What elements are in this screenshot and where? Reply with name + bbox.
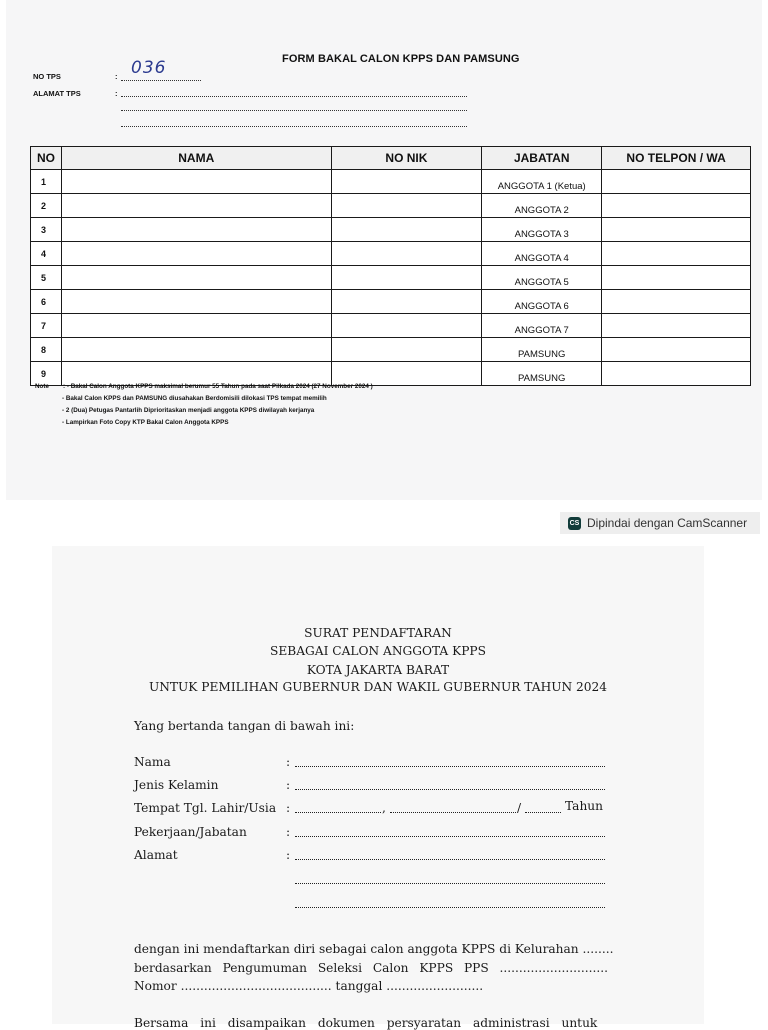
nama-cell[interactable] (61, 314, 331, 338)
no-tps-colon: : (115, 72, 118, 81)
nik-cell[interactable] (331, 242, 482, 266)
nama-cell[interactable] (61, 338, 331, 362)
nama-cell[interactable] (61, 242, 331, 266)
nik-cell[interactable] (331, 266, 482, 290)
note-label: Note (35, 383, 49, 390)
body-word: Calon (372, 961, 409, 975)
body-word: ............................ (499, 961, 608, 975)
body-line-2 (134, 961, 608, 975)
jabatan-cell: ANGGOTA 2 (482, 194, 602, 218)
alamat-input-line-1[interactable] (295, 859, 605, 860)
jabatan-cell: ANGGOTA 1 (Ketua) (482, 170, 602, 194)
no-tps-handwritten-value: 036 (131, 58, 167, 78)
form-title: FORM BAKAL CALON KPPS DAN PAMSUNG (282, 53, 520, 65)
colon: : (286, 848, 291, 862)
body-word: Seleksi (317, 961, 363, 975)
jabatan-cell: PAMSUNG (482, 338, 602, 362)
jabatan-cell: ANGGOTA 3 (482, 218, 602, 242)
table-row (31, 242, 751, 266)
table-row (31, 170, 751, 194)
header-telpon: NO TELPON / WA (602, 147, 751, 170)
table-row (31, 218, 751, 242)
table-row (31, 338, 751, 362)
usia-input-line[interactable] (525, 812, 561, 813)
row-number: 1 (31, 170, 62, 194)
row-number: 2 (31, 194, 62, 218)
header-jabatan: JABATAN (482, 147, 602, 170)
camscanner-watermark (560, 512, 760, 534)
nama-cell[interactable] (61, 170, 331, 194)
ttl-tahun: Tahun (565, 799, 603, 813)
jabatan-cell: PAMSUNG (482, 362, 602, 386)
table-row (31, 194, 751, 218)
table-row (31, 266, 751, 290)
nama-cell[interactable] (61, 290, 331, 314)
row-number: 9 (31, 362, 62, 386)
telpon-cell[interactable] (602, 290, 751, 314)
telpon-cell[interactable] (602, 266, 751, 290)
telpon-cell[interactable] (602, 338, 751, 362)
telpon-cell[interactable] (602, 362, 751, 386)
nik-cell[interactable] (331, 338, 482, 362)
nik-cell[interactable] (331, 290, 482, 314)
nik-cell[interactable] (331, 170, 482, 194)
colon: : (286, 801, 291, 815)
table-row (31, 290, 751, 314)
alamat-tps-label: ALAMAT TPS (33, 89, 81, 98)
body-line-4: Bersama ini disampaikan dokumen persyaratan administrasi untuk (134, 1016, 598, 1030)
row-number: 4 (31, 242, 62, 266)
field-label-jenis-kelamin: Jenis Kelamin (134, 778, 219, 792)
telpon-cell[interactable] (602, 218, 751, 242)
body-word: berdasarkan (134, 961, 212, 975)
body-word: PPS (463, 961, 489, 975)
row-number: 8 (31, 338, 62, 362)
telpon-cell[interactable] (602, 194, 751, 218)
header-no: NO (31, 147, 62, 170)
note-line: - Bakal Calon KPPS dan PAMSUNG diusahakan Berdomisili dilokasi TPS tempat memilih (62, 395, 327, 402)
registration-letter-page (52, 546, 704, 1030)
alamat-input-line-3[interactable] (295, 907, 605, 908)
ttl-comma: , (382, 801, 386, 815)
telpon-cell[interactable] (602, 314, 751, 338)
colon: : (286, 825, 291, 839)
no-tps-label: NO TPS (33, 72, 61, 81)
table-row (31, 314, 751, 338)
nik-cell[interactable] (331, 314, 482, 338)
row-number: 7 (31, 314, 62, 338)
tempat-lahir-input-line[interactable] (295, 812, 381, 813)
field-label-pekerjaan: Pekerjaan/Jabatan (134, 825, 247, 839)
letter-subtitle: SEBAGAI CALON ANGGOTA KPPS (270, 644, 486, 658)
alamat-dotted-line-2 (121, 110, 467, 111)
nik-cell[interactable] (331, 218, 482, 242)
jabatan-cell: ANGGOTA 4 (482, 242, 602, 266)
note-line (35, 381, 373, 393)
body-line-1: dengan ini mendaftarkan diri sebagai calon anggota KPPS di Kelurahan ........ (134, 942, 614, 956)
camscanner-icon: CS (568, 517, 581, 530)
alamat-tps-colon: : (115, 89, 118, 98)
colon: : (286, 778, 291, 792)
body-line-3: Nomor ....................................... tanggal ......................... (134, 979, 484, 993)
alamat-dotted-line-3 (121, 126, 467, 127)
nama-input-line[interactable] (295, 766, 605, 767)
letter-intro: Yang bertanda tangan di bawah ini: (134, 719, 355, 733)
jabatan-cell: ANGGOTA 7 (482, 314, 602, 338)
header-nik: NO NIK (331, 147, 482, 170)
note-line: - 2 (Dua) Petugas Pantarlih Diprioritaskan menjadi anggota KPPS diwilayah kerjanya (62, 407, 315, 414)
alamat-dotted-line-1 (121, 96, 467, 97)
tanggal-lahir-input-line[interactable] (390, 812, 516, 813)
ttl-slash: / (517, 801, 522, 815)
nama-cell[interactable] (61, 218, 331, 242)
letter-election: UNTUK PEMILIHAN GUBERNUR DAN WAKIL GUBERNUR TAHUN 2024 (148, 680, 608, 694)
field-label-nama: Nama (134, 755, 171, 769)
field-label-alamat: Alamat (134, 848, 178, 862)
kpps-candidate-table (30, 146, 751, 386)
note-line: - Lampirkan Foto Copy KTP Bakal Calon Anggota KPPS (62, 419, 229, 426)
colon: : (286, 755, 291, 769)
jabatan-cell: ANGGOTA 6 (482, 290, 602, 314)
jenis-kelamin-input-line[interactable] (295, 789, 605, 790)
telpon-cell[interactable] (602, 242, 751, 266)
letter-city: KOTA JAKARTA BARAT (306, 663, 450, 677)
pekerjaan-input-line[interactable] (295, 836, 605, 837)
no-tps-dotted-line (121, 80, 201, 81)
row-number: 5 (31, 266, 62, 290)
body-word: Pengumuman (222, 961, 308, 975)
nama-cell[interactable] (61, 266, 331, 290)
jabatan-cell: ANGGOTA 5 (482, 266, 602, 290)
letter-title: SURAT PENDAFTARAN (304, 626, 452, 640)
notes-block (35, 381, 373, 429)
note-text: : - Bakal Calon Anggota KPPS maksimal berumur 55 Tahun pada saat Pilkada 2024 (27 November 2024 ) (63, 383, 373, 390)
body-word: KPPS (419, 961, 454, 975)
alamat-input-line-2[interactable] (295, 883, 605, 884)
camscanner-label: Dipindai dengan CamScanner (587, 516, 748, 530)
header-nama: NAMA (61, 147, 331, 170)
telpon-cell[interactable] (602, 170, 751, 194)
nama-cell[interactable] (61, 194, 331, 218)
row-number: 6 (31, 290, 62, 314)
row-number: 3 (31, 218, 62, 242)
table-header-row (31, 147, 751, 170)
field-label-ttl: Tempat Tgl. Lahir/Usia (134, 801, 277, 815)
nik-cell[interactable] (331, 194, 482, 218)
